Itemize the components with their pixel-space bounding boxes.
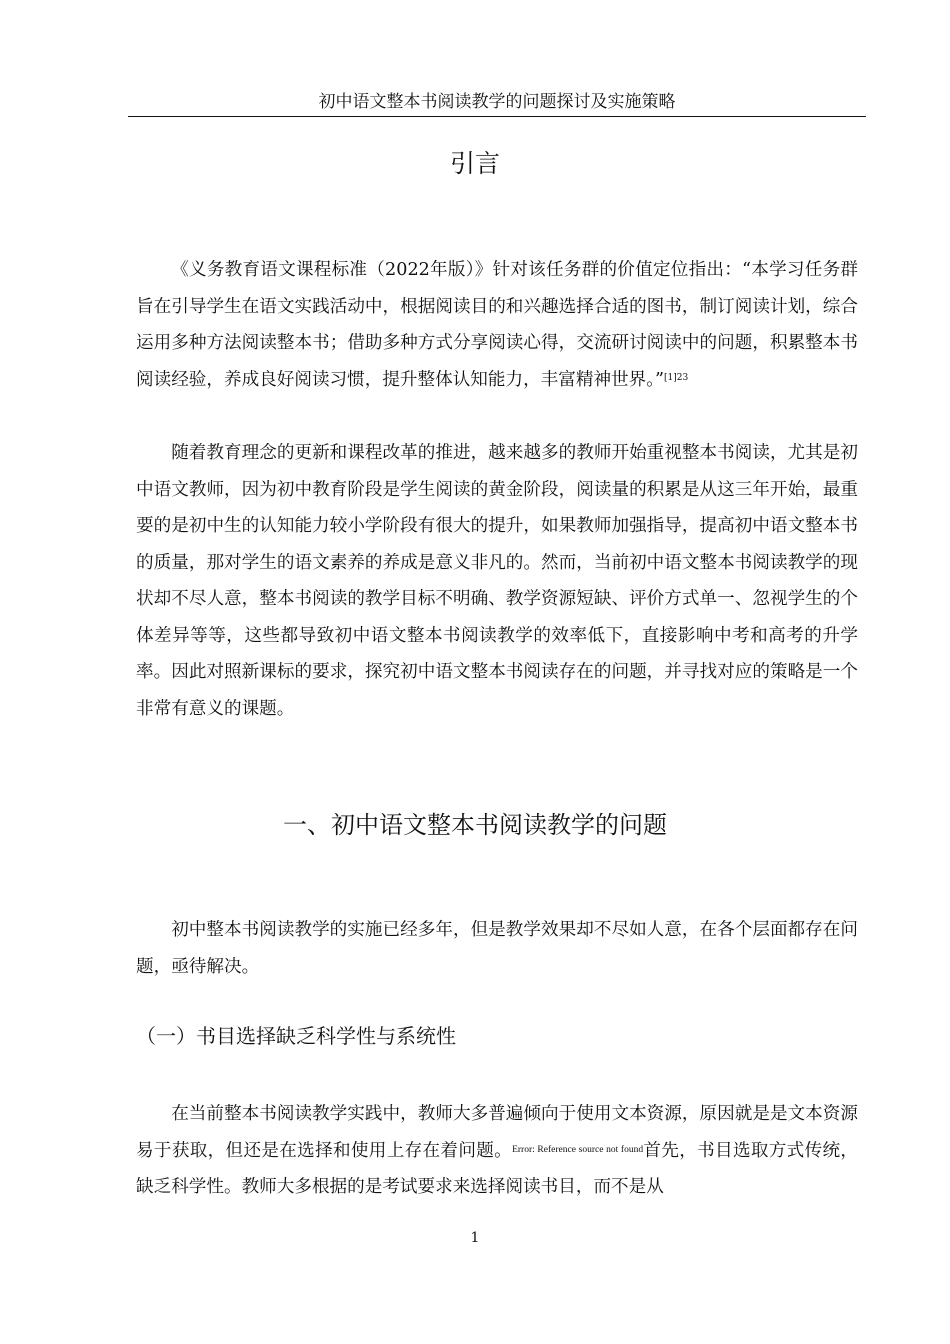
section-heading: 一、初中语文整本书阅读教学的问题 bbox=[283, 811, 667, 839]
intro-heading: 引言 bbox=[449, 149, 500, 178]
subsection-heading: （一）书目选择缺乏科学性与系统性 bbox=[136, 1024, 456, 1048]
intro-paragraph-1-text: 《义务教育语文课程标准（2022年版）》针对该任务群的价值定位指出：“本学习任务群旨在引导学生在语文实践活动中，根据阅读目的和兴趣选择合适的图书，制订阅读计划，综合运用多种方法阅读整本书；借助多种方式分享阅读心得，交流研讨阅读中的问题，积累整本书阅读经验，养成良好阅读习惯，提升整体认知能力，丰富精神世界。” bbox=[136, 260, 858, 390]
intro-paragraph-2: 随着教育理念的更新和课程改革的推进，越来越多的教师开始重视整本书阅读，尤其是初中语文教师，因为初中教育阶段是学生阅读的黄金阶段，阅读量的积累是从这三年开始，最重要的是初中生的认知能力较小学阶段有很大的提升，如果教师加强指导，提高初中语文整本书的质量，那对学生的语文素养的养成是意义非凡的。然而，当前初中语文整本书阅读教学的现状却不尽人意，整本书阅读的教学目标不明确、教学资源短缺、评价方式单一、忽视学生的个体差异等等，这些都导致初中语文整本书阅读教学的效率低下，直接影响中考和高考的升学率。因此对照新课标的要求，探究初中语文整本书阅读存在的问题，并寻找对应的策略是一个非常有意义的课题。 bbox=[136, 443, 858, 719]
running-header: 初中语文整本书阅读教学的问题探讨及实施策略 bbox=[128, 88, 866, 117]
intro-paragraph-1 bbox=[136, 252, 858, 398]
subsection-paragraph-text-b: 首先，书目选取方式传统，缺乏科学性。教师大多根据的是考试要求来选择阅读书目，而不是从 bbox=[136, 1140, 858, 1197]
citation-superscript: [1]23 bbox=[664, 372, 689, 383]
subsection-paragraph-1 bbox=[136, 1096, 858, 1206]
subsection-paragraph-text-a: 在当前整本书阅读教学实践中，教师大多普遍倾向于使用文本资源，原因就是是文本资源易于获取，但还是在选择和使用上存在着问题。 bbox=[136, 1104, 858, 1161]
page-number: 1 bbox=[470, 1230, 480, 1246]
section-paragraph-1: 初中整本书阅读教学的实施已经多年，但是教学效果却不尽如人意，在各个层面都存在问题，亟待解决。 bbox=[136, 920, 858, 977]
reference-error-field: Error: Reference source not found bbox=[512, 1144, 644, 1155]
